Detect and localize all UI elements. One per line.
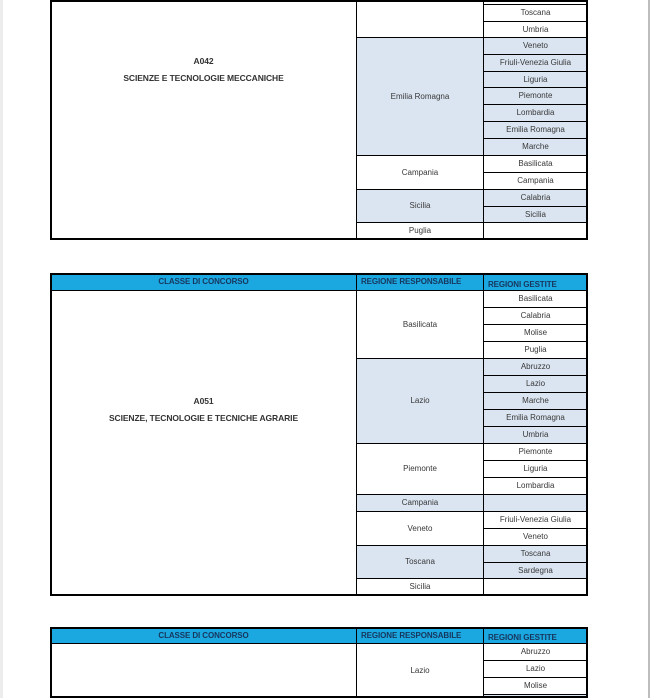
gestita-cell: Emilia Romagna: [483, 121, 588, 139]
header-regione-responsabile: REGIONE RESPONSABILE: [356, 627, 484, 644]
gestita-cell: Puglia: [483, 341, 588, 359]
gestita-cell: Lombardia: [483, 104, 588, 122]
gestita-cell: Liguria: [483, 71, 588, 88]
header-classe-di-concorso: CLASSE DI CONCORSO: [50, 627, 357, 644]
gestita-cell: Emilia Romagna: [483, 409, 588, 427]
gestita-cell: Piemonte: [483, 443, 588, 461]
classe-cell: [50, 643, 357, 698]
gestita-cell: Lazio: [483, 660, 588, 678]
responsabile-cell: Campania: [356, 494, 484, 512]
header-regione-responsabile: REGIONE RESPONSABILE: [356, 273, 484, 291]
gestita-cell: Basilicata: [483, 290, 588, 308]
responsabile-cell: Campania: [356, 155, 484, 190]
header-classe-di-concorso: CLASSE DI CONCORSO: [50, 273, 357, 291]
classe-code: A042: [193, 56, 214, 66]
classe-name: SCIENZE E TECNOLOGIE MECCANICHE: [123, 72, 284, 83]
responsabile-cell: Puglia: [356, 222, 484, 240]
gestita-cell: Umbria: [483, 426, 588, 444]
header-regioni-gestite: REGIONI GESTITE: [483, 627, 588, 644]
gestita-cell: Umbria: [483, 21, 588, 38]
gestita-cell: Sicilia: [483, 206, 588, 223]
gestita-cell: Friuli-Venezia Giulia: [483, 54, 588, 72]
gestita-cell: Piemonte: [483, 87, 588, 105]
classe-cell: [50, 290, 357, 596]
classe-name: SCIENZE, TECNOLOGIE E TECNICHE AGRARIE: [108, 412, 299, 423]
responsabile-cell: [356, 0, 484, 38]
header-regioni-gestite: REGIONI GESTITE: [483, 273, 588, 291]
gestita-cell: Toscana: [483, 545, 588, 563]
gestita-cell: Calabria: [483, 307, 588, 325]
responsabile-cell: Veneto: [356, 511, 484, 546]
gestita-cell: Liguria: [483, 460, 588, 478]
responsabile-cell: Sicilia: [356, 578, 484, 596]
classe-code: A051: [193, 396, 214, 406]
gestita-cell: Lombardia: [483, 477, 588, 495]
gestita-cell: [483, 494, 588, 512]
gestita-cell: Lazio: [483, 375, 588, 393]
gestita-cell: [483, 578, 588, 596]
gestita-cell: Basilicata: [483, 155, 588, 173]
page-left-edge: [0, 0, 3, 698]
gestita-cell: Molise: [483, 677, 588, 695]
gestita-cell: Friuli-Venezia Giulia: [483, 511, 588, 529]
responsabile-cell: Sicilia: [356, 189, 484, 223]
gestita-cell: Sardegna: [483, 562, 588, 579]
gestita-cell-cut: [483, 694, 588, 698]
responsabile-cell: Emilia Romagna: [356, 37, 484, 156]
responsabile-cell: Lazio: [356, 643, 484, 698]
gestita-cell: Calabria: [483, 189, 588, 207]
responsabile-cell: Basilicata: [356, 290, 484, 359]
gestita-cell: Molise: [483, 324, 588, 342]
gestita-cell: Abruzzo: [483, 643, 588, 661]
gestita-cell: Abruzzo: [483, 358, 588, 376]
classe-cell: [50, 0, 357, 240]
responsabile-cell: Piemonte: [356, 443, 484, 495]
gestita-cell: Marche: [483, 392, 588, 410]
gestita-cell: Campania: [483, 172, 588, 190]
gestita-cell: Toscana: [483, 4, 588, 22]
gestita-cell: [483, 222, 588, 240]
gestita-cell: Marche: [483, 138, 588, 156]
gestita-cell: Veneto: [483, 528, 588, 546]
gestita-cell: Veneto: [483, 37, 588, 55]
responsabile-cell: Lazio: [356, 358, 484, 444]
responsabile-cell: Toscana: [356, 545, 484, 579]
